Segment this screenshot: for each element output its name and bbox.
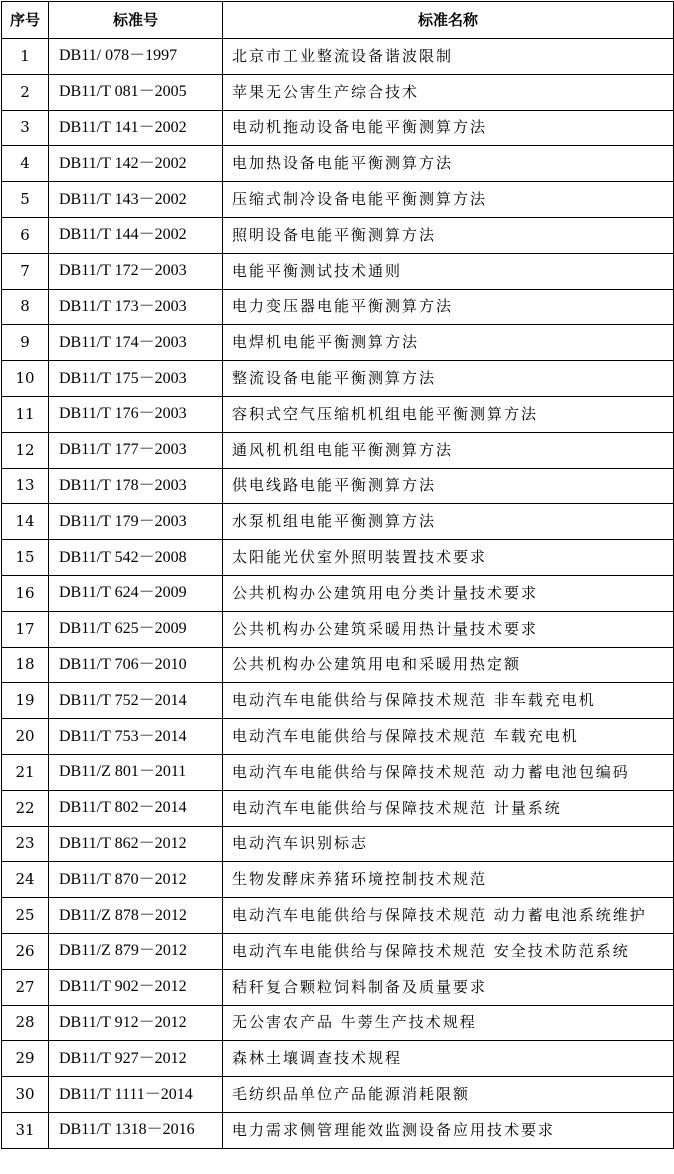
seq-cell: 13 (2, 468, 49, 504)
seq-cell: 9 (2, 325, 49, 361)
standard-name-cell: 电力变压器电能平衡测算方法 (223, 289, 674, 325)
seq-cell: 30 (2, 1077, 49, 1113)
seq-cell: 6 (2, 217, 49, 253)
standard-name-cell: 电动汽车电能供给与保障技术规范 安全技术防范系统 (223, 933, 674, 969)
header-row (2, 2, 674, 39)
standard-name-cell: 供电线路电能平衡测算方法 (223, 468, 674, 504)
seq-cell: 24 (2, 862, 49, 898)
standard-name-cell: 无公害农产品 牛蒡生产技术规程 (223, 1005, 674, 1041)
table-row (2, 826, 674, 862)
seq-cell: 2 (2, 74, 49, 110)
seq-cell: 19 (2, 683, 49, 719)
standard-number-cell: DB11/T 927－2012 (49, 1041, 223, 1077)
seq-cell: 12 (2, 432, 49, 468)
table-row (2, 575, 674, 611)
standard-name-cell: 照明设备电能平衡测算方法 (223, 217, 674, 253)
standard-name-cell: 公共机构办公建筑用电分类计量技术要求 (223, 575, 674, 611)
standard-number-cell: DB11/T 143－2002 (49, 182, 223, 218)
table-row (2, 933, 674, 969)
seq-cell: 16 (2, 575, 49, 611)
standard-name-cell: 电力需求侧管理能效监测设备应用技术要求 (223, 1112, 674, 1148)
standard-number-cell: DB11/Z 801－2011 (49, 754, 223, 790)
table-row (2, 325, 674, 361)
table-row (2, 110, 674, 146)
table-header (2, 2, 674, 39)
standard-name-cell: 通风机机组电能平衡测算方法 (223, 432, 674, 468)
standard-number-cell: DB11/T 142－2002 (49, 146, 223, 182)
standard-name-cell: 电动汽车电能供给与保障技术规范 计量系统 (223, 790, 674, 826)
table-row (2, 611, 674, 647)
standard-number-cell: DB11/T 912－2012 (49, 1005, 223, 1041)
header-seq: 序号 (2, 2, 49, 39)
table-row (2, 647, 674, 683)
table-row (2, 540, 674, 576)
standard-number-cell: DB11/ 078－1997 (49, 39, 223, 75)
table-row (2, 504, 674, 540)
table-row (2, 969, 674, 1005)
table-body (2, 39, 674, 1149)
standard-number-cell: DB11/T 902－2012 (49, 969, 223, 1005)
seq-cell: 25 (2, 898, 49, 934)
table-row (2, 898, 674, 934)
standard-name-cell: 公共机构办公建筑采暖用热计量技术要求 (223, 611, 674, 647)
standard-number-cell: DB11/T 173－2003 (49, 289, 223, 325)
seq-cell: 14 (2, 504, 49, 540)
seq-cell: 27 (2, 969, 49, 1005)
table-row (2, 253, 674, 289)
standard-name-cell: 北京市工业整流设备谐波限制 (223, 39, 674, 75)
standard-number-cell: DB11/T 870－2012 (49, 862, 223, 898)
standard-number-cell: DB11/T 179－2003 (49, 504, 223, 540)
standard-name-cell: 压缩式制冷设备电能平衡测算方法 (223, 182, 674, 218)
header-standard-name: 标准名称 (223, 2, 674, 39)
standard-number-cell: DB11/T 178－2003 (49, 468, 223, 504)
standard-number-cell: DB11/Z 878－2012 (49, 898, 223, 934)
standard-number-cell: DB11/T 141－2002 (49, 110, 223, 146)
table-row (2, 719, 674, 755)
standard-number-cell: DB11/T 753－2014 (49, 719, 223, 755)
standard-name-cell: 秸秆复合颗粒饲料制备及质量要求 (223, 969, 674, 1005)
standard-name-cell: 电动机拖动设备电能平衡测算方法 (223, 110, 674, 146)
standard-number-cell: DB11/T 177－2003 (49, 432, 223, 468)
table-row (2, 432, 674, 468)
standard-number-cell: DB11/T 175－2003 (49, 361, 223, 397)
seq-cell: 1 (2, 39, 49, 75)
table-row (2, 396, 674, 432)
table-row (2, 146, 674, 182)
table-row (2, 683, 674, 719)
standard-number-cell: DB11/T 1111－2014 (49, 1077, 223, 1113)
seq-cell: 8 (2, 289, 49, 325)
seq-cell: 18 (2, 647, 49, 683)
standard-number-cell: DB11/T 542－2008 (49, 540, 223, 576)
table-row (2, 1077, 674, 1113)
table-row (2, 754, 674, 790)
standard-name-cell: 电动汽车电能供给与保障技术规范 动力蓄电池系统维护 (223, 898, 674, 934)
standard-name-cell: 电加热设备电能平衡测算方法 (223, 146, 674, 182)
standard-number-cell: DB11/T 176－2003 (49, 396, 223, 432)
table-row (2, 74, 674, 110)
seq-cell: 17 (2, 611, 49, 647)
seq-cell: 20 (2, 719, 49, 755)
standard-number-cell: DB11/T 752－2014 (49, 683, 223, 719)
standard-name-cell: 苹果无公害生产综合技术 (223, 74, 674, 110)
standard-name-cell: 电焊机电能平衡测算方法 (223, 325, 674, 361)
standards-table (1, 1, 674, 1149)
seq-cell: 5 (2, 182, 49, 218)
seq-cell: 31 (2, 1112, 49, 1148)
standard-number-cell: DB11/T 862－2012 (49, 826, 223, 862)
standard-name-cell: 电动汽车电能供给与保障技术规范 动力蓄电池包编码 (223, 754, 674, 790)
seq-cell: 7 (2, 253, 49, 289)
standard-number-cell: DB11/T 1318－2016 (49, 1112, 223, 1148)
table-row (2, 289, 674, 325)
standard-number-cell: DB11/T 144－2002 (49, 217, 223, 253)
standard-number-cell: DB11/T 624－2009 (49, 575, 223, 611)
table-row (2, 361, 674, 397)
table-row (2, 217, 674, 253)
seq-cell: 15 (2, 540, 49, 576)
table-row (2, 468, 674, 504)
table-row (2, 790, 674, 826)
standard-name-cell: 电动汽车识别标志 (223, 826, 674, 862)
standard-name-cell: 水泵机组电能平衡测算方法 (223, 504, 674, 540)
standard-name-cell: 森林土壤调查技术规程 (223, 1041, 674, 1077)
standard-name-cell: 电能平衡测试技术通则 (223, 253, 674, 289)
table-row (2, 1005, 674, 1041)
standard-name-cell: 生物发酵床养猪环境控制技术规范 (223, 862, 674, 898)
seq-cell: 26 (2, 933, 49, 969)
standard-name-cell: 电动汽车电能供给与保障技术规范 车载充电机 (223, 719, 674, 755)
table-row (2, 182, 674, 218)
table-row (2, 1041, 674, 1077)
standard-number-cell: DB11/T 625－2009 (49, 611, 223, 647)
seq-cell: 28 (2, 1005, 49, 1041)
seq-cell: 4 (2, 146, 49, 182)
seq-cell: 3 (2, 110, 49, 146)
standard-name-cell: 整流设备电能平衡测算方法 (223, 361, 674, 397)
seq-cell: 29 (2, 1041, 49, 1077)
standard-number-cell: DB11/T 172－2003 (49, 253, 223, 289)
standard-number-cell: DB11/T 802－2014 (49, 790, 223, 826)
standard-number-cell: DB11/T 706－2010 (49, 647, 223, 683)
standard-name-cell: 太阳能光伏室外照明装置技术要求 (223, 540, 674, 576)
seq-cell: 21 (2, 754, 49, 790)
standard-name-cell: 毛纺织品单位产品能源消耗限额 (223, 1077, 674, 1113)
seq-cell: 11 (2, 396, 49, 432)
table-row (2, 862, 674, 898)
standard-number-cell: DB11/T 081－2005 (49, 74, 223, 110)
header-standard-number: 标准号 (49, 2, 223, 39)
standard-name-cell: 电动汽车电能供给与保障技术规范 非车载充电机 (223, 683, 674, 719)
standard-name-cell: 公共机构办公建筑用电和采暖用热定额 (223, 647, 674, 683)
seq-cell: 22 (2, 790, 49, 826)
standard-number-cell: DB11/Z 879－2012 (49, 933, 223, 969)
standard-name-cell: 容积式空气压缩机机组电能平衡测算方法 (223, 396, 674, 432)
standard-number-cell: DB11/T 174－2003 (49, 325, 223, 361)
table-row (2, 39, 674, 75)
seq-cell: 23 (2, 826, 49, 862)
table-row (2, 1112, 674, 1148)
seq-cell: 10 (2, 361, 49, 397)
